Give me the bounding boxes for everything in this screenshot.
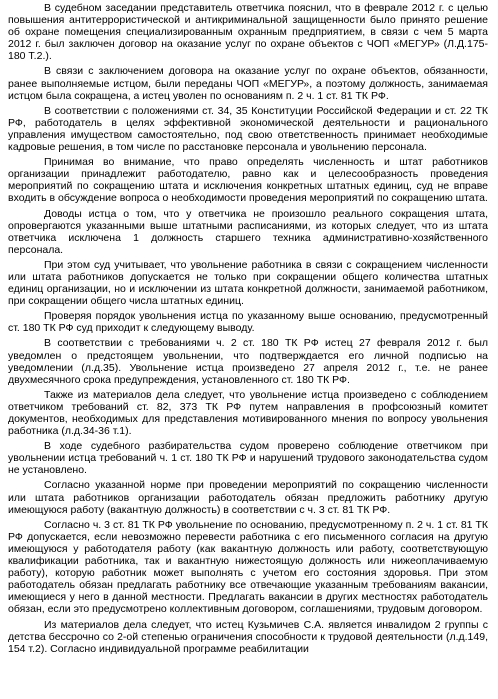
- paragraph-5: Доводы истца о том, что у ответчика не произошло реального сокращения штата, опровергаются указанными выше штатными расписаниями, из которых следует, что из штата ответчика исключена 1 должность старшего техника административно-хозяйственного персонала.: [8, 207, 488, 256]
- paragraph-2: В связи с заключением договора на оказание услуг по охране объектов, обязанности, ранее выполняемые истцом, были переданы ЧОП «МЕГУР», а поэтому должность, занимаемая истцом была сокращена, а истец уволен по основаниям п. 2 ч. 1 ст. 81 ТК РФ.: [8, 65, 488, 102]
- paragraph-8: В соответствии с требованиями ч. 2 ст. 180 ТК РФ истец 27 февраля 2012 г. был уведомлен о предстоящем увольнении, что подтверждается его личной подписью на уведомлении (л.д.35). Увольнение истца произведено 27 апреля 2012 г., т.е. не ранее двухмесячного срока предупреждения, установленного ст. 180 ТК РФ.: [8, 337, 488, 386]
- paragraph-12: Согласно ч. 3 ст. 81 ТК РФ увольнение по основанию, предусмотренному п. 2 ч. 1 ст. 81 ТК РФ допускается, если невозможно перевести работника с его письменного согласия на другую имеющуюся у работодателя работу (как вакантную должность или работу, соответствующую квалификации работника, так и вакантную нижестоящую должность или нижеоплачиваемую работу), которую работник может выполнять с учетом его состояния здоровья. При этом работодатель обязан предлагать работнику все отвечающие указанным требованиям вакансии, имеющиеся у него в данной местности. Предлагать вакансии в других местностях работодатель обязан, если это предусмотрено коллективным договором, соглашениями, трудовым договором.: [8, 518, 488, 616]
- paragraph-6: При этом суд учитывает, что увольнение работника в связи с сокращением численности или штата работников допускается не только при сокращении общего количества штатных единиц организации, но и исключении из штата конкретной должности, занимаемой работником, при сокращении общего числа штатных единиц.: [8, 258, 488, 308]
- paragraph-10: В ходе судебного разбирательства судом проверено соблюдение ответчиком при увольнении истца требований ч. 1 ст. 180 ТК РФ и нарушений трудового законодательства судом не установлено.: [8, 440, 488, 477]
- paragraph-4: Принимая во внимание, что право определять численность и штат работников организации принадлежит работодателю, равно как и целесообразность проведения мероприятий по сокращению штата и исключения конкретных штатных единиц, суд не вправе входить в обсуждение вопроса о необходимости проведения мероприятий по сокращению штата.: [8, 156, 488, 205]
- paragraph-7: Проверяя порядок увольнения истца по указанному выше основанию, предусмотренный ст. 180 ТК РФ суд приходит к следующему выводу.: [8, 310, 488, 335]
- paragraph-1: В судебном заседании представитель ответчика пояснил, что в феврале 2012 г. с целью повышения антитеррористической и антикриминальной защищенности было принято решение об охране помещения специализированным охранным предприятием, в связи с чем 5 марта 2012 г. был заключен договор на оказание услуг по охране объектов с ЧОП «МЕГУР» (Л.Д.175-180 Т.2.).: [8, 2, 488, 63]
- paragraph-13: Из материалов дела следует, что истец Кузьмичев С.А. является инвалидом 2 группы с детства бессрочно со 2-ой степенью ограничения способности к трудовой деятельности (л.д.149, 154 т.2). Согласно индивидуальной программе реабилитации: [8, 618, 488, 655]
- paragraph-11: Согласно указанной норме при проведении мероприятий по сокращению численности или штата работников организации работодатель обязан предложить работнику другую имеющуюся работу (вакантную должность) в соответствии с ч. 3 ст. 81 ТК РФ.: [8, 479, 488, 516]
- paragraph-9: Также из материалов дела следует, что увольнение истца произведено с соблюдением ответчиком требований ст. 82, 373 ТК РФ путем направления в профсоюзный комитет документов, необходимых для представления мотивированного мнения по вопросу увольнения работника (л.д.34-36 т.1).: [8, 388, 488, 438]
- paragraph-3: В соответствии с положениями ст. 34, 35 Конституции Российской Федерации и ст. 22 ТК РФ, работодатель в целях эффективной экономической деятельности и рационального управления имуществом самостоятельно, под свою ответственность принимает необходимые кадровые решения, в том числе по расстановке персонала и увольнению персонала.: [8, 104, 488, 154]
